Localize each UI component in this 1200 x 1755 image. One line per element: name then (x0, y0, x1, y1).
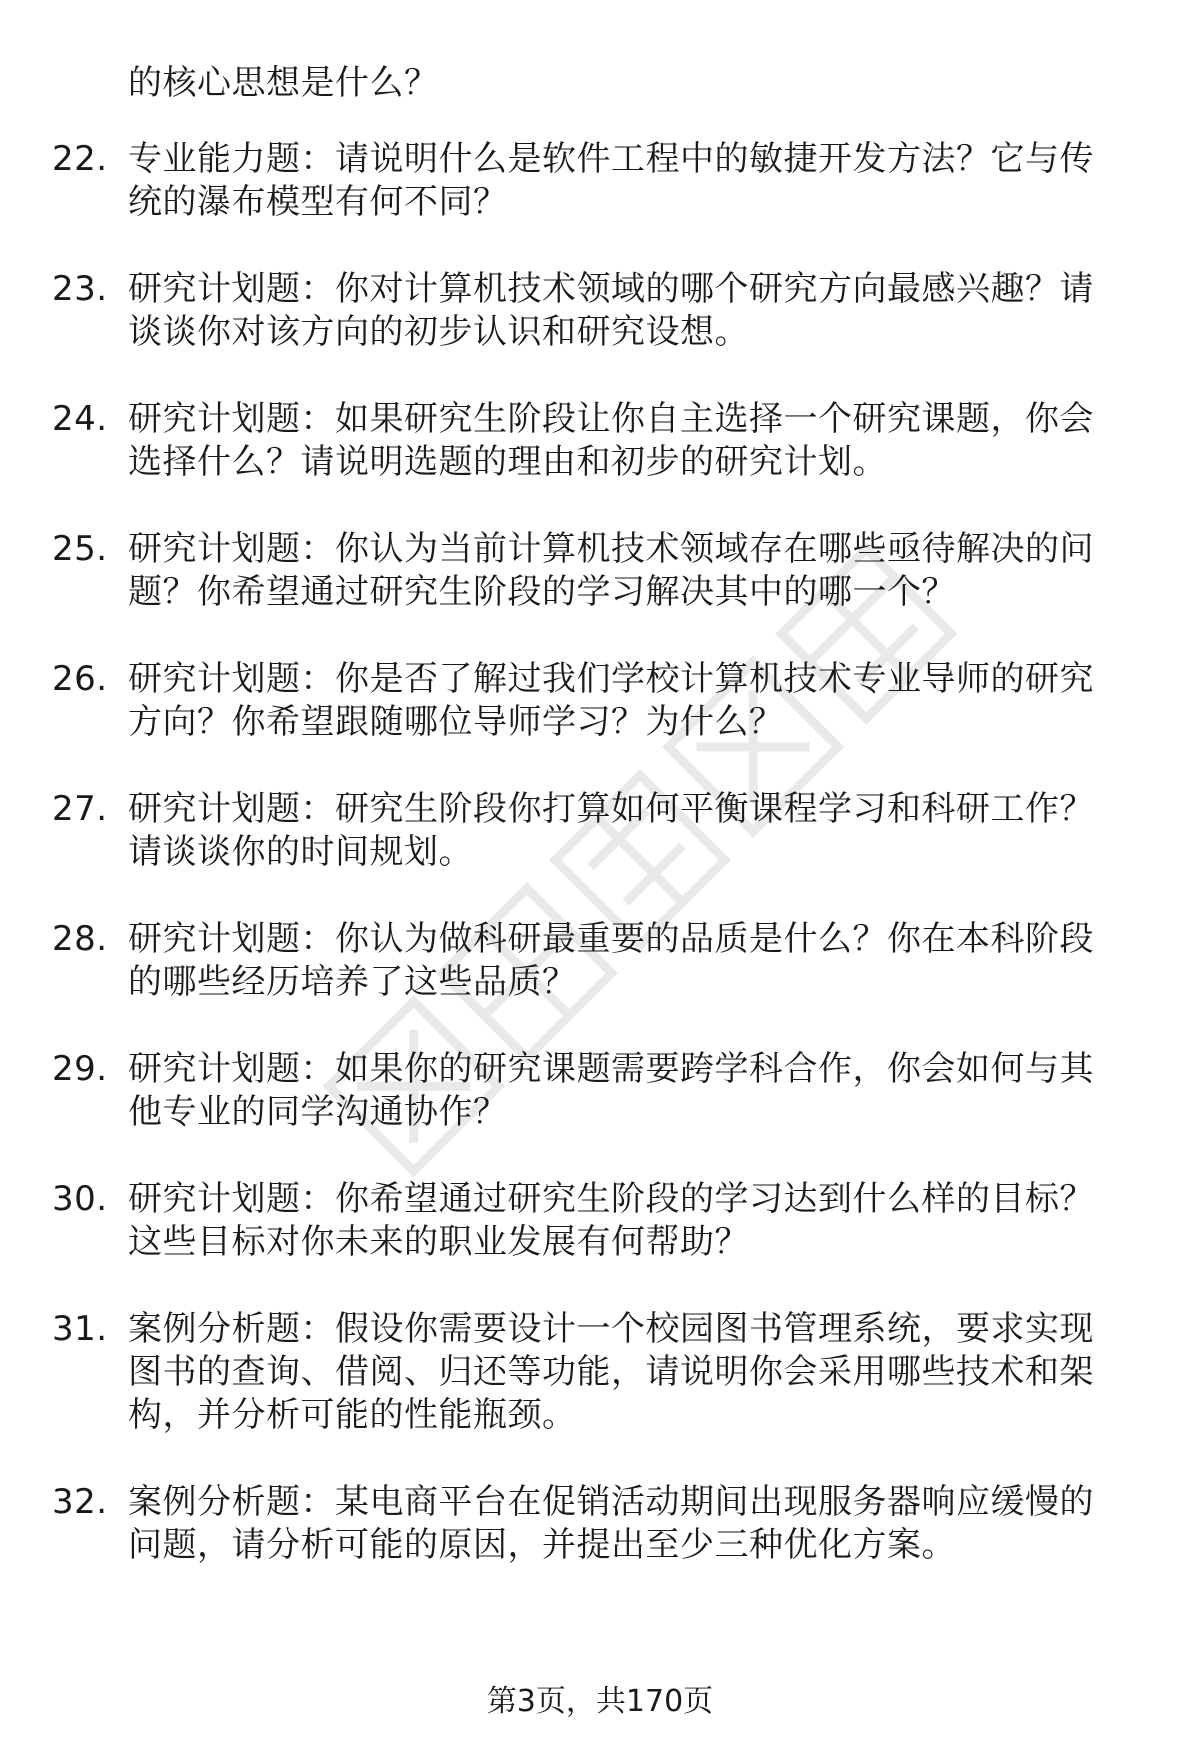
page-footer: 第3页，共170页 (486, 1684, 714, 1719)
question-item (0, 1308, 1128, 1437)
question-item (0, 268, 1128, 354)
question-text: 研究计划题：你对计算机技术领域的哪个研究方向最感兴趣？请谈谈你对该方向的初步认识和研究设想。 (128, 269, 1094, 352)
question-text: 研究计划题：你是否了解过我们学校计算机技术专业导师的研究方向？你希望跟随哪位导师学习？为什么？ (128, 659, 1094, 742)
question-text: 研究计划题：你认为做科研最重要的品质是什么？你在本科阶段的哪些经历培养了这些品质？ (128, 919, 1094, 1002)
question-item (0, 138, 1128, 224)
question-text: 研究计划题：如果你的研究课题需要跨学科合作，你会如何与其他专业的同学沟通协作？ (128, 1049, 1094, 1132)
question-text: 案例分析题：某电商平台在促销活动期间出现服务器响应缓慢的问题，请分析可能的原因，并提出至少三种优化方案。 (128, 1482, 1094, 1565)
question-number: 31. (52, 1309, 108, 1349)
question-number: 23. (52, 269, 108, 309)
question-item (0, 658, 1128, 744)
continuation-text: 的核心思想是什么？ (128, 63, 439, 103)
question-number: 26. (52, 659, 108, 699)
question-number: 29. (52, 1049, 108, 1089)
question-item (0, 1481, 1128, 1567)
question-number: 30. (52, 1179, 108, 1219)
question-number: 32. (52, 1482, 108, 1522)
question-number: 25. (52, 529, 108, 569)
question-text: 案例分析题：假设你需要设计一个校园图书管理系统，要求实现图书的查询、借阅、归还等功能，请说明你会采用哪些技术和架构，并分析可能的性能瓶颈。 (128, 1309, 1094, 1435)
question-number: 22. (52, 139, 108, 179)
question-text: 研究计划题：你希望通过研究生阶段的学习达到什么样的目标？这些目标对你未来的职业发展有何帮助？ (128, 1179, 1094, 1262)
question-number: 28. (52, 919, 108, 959)
question-item (0, 1178, 1128, 1264)
question-item (0, 1048, 1128, 1134)
question-item (0, 918, 1128, 1004)
question-text: 专业能力题：请说明什么是软件工程中的敏捷开发方法？它与传统的瀑布模型有何不同？ (128, 139, 1094, 222)
question-number: 24. (52, 399, 108, 439)
question-text: 研究计划题：研究生阶段你打算如何平衡课程学习和科研工作？请谈谈你的时间规划。 (128, 789, 1094, 872)
question-item (0, 788, 1128, 874)
question-number: 27. (52, 789, 108, 829)
question-text: 研究计划题：你认为当前计算机技术领域存在哪些亟待解决的问题？你希望通过研究生阶段的学习解决其中的哪一个？ (128, 529, 1094, 612)
question-item (0, 398, 1128, 484)
question-text: 研究计划题：如果研究生阶段让你自主选择一个研究课题，你会选择什么？请说明选题的理由和初步的研究计划。 (128, 399, 1094, 482)
question-list (0, 138, 1200, 1611)
question-item (0, 528, 1128, 614)
